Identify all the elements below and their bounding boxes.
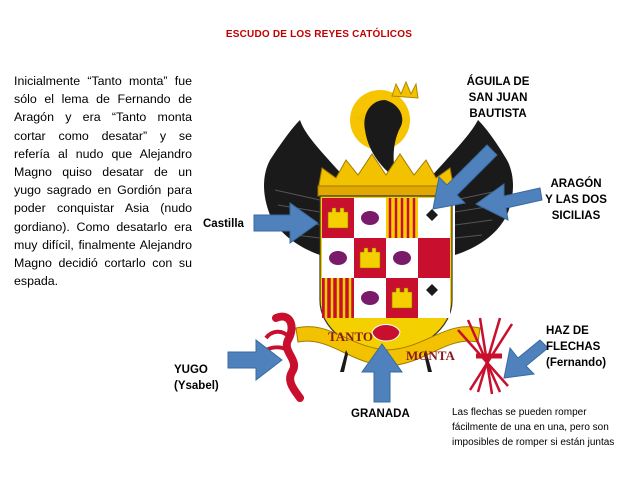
label-yugo: YUGO (Ysabel) — [174, 364, 219, 392]
label-haz: HAZ DE FLECHAS (Fernando) — [546, 325, 607, 369]
motto-word-2: MONTA — [406, 348, 455, 363]
label-granada: GRANADA — [351, 408, 410, 420]
flechas-note: Las flechas se pueden romper fácilmente de una en una, pero son imposibles de romper si están juntas — [452, 407, 615, 448]
label-castilla: Castilla — [203, 218, 244, 230]
motto-word-1: TANTO — [328, 329, 374, 344]
crown-small — [392, 82, 418, 98]
haz-arrow-icon — [504, 340, 548, 378]
label-aragon: ARAGÓN Y LAS DOS SICILIAS — [545, 178, 607, 222]
granada-pomegranate — [372, 325, 400, 342]
intro-paragraph: Inicialmente “Tanto monta” fue sólo el lema de Fernando de Aragón y era “Tanto monta cortar como desatar” y se refería al nudo que Alejandro Magno quiso desatar de un yugo sagrado en Gordión para poder conquistar Asia (nudo gordiano). Como desatarlo era muy difícil, finalmente Alejandro Magno decidió cortarlo con su espada. — [14, 74, 192, 289]
page-title: ESCUDO DE LOS REYES CATÓLICOS — [225, 29, 413, 40]
label-aguila: ÁGUILA DE SAN JUAN BAUTISTA — [466, 76, 530, 120]
